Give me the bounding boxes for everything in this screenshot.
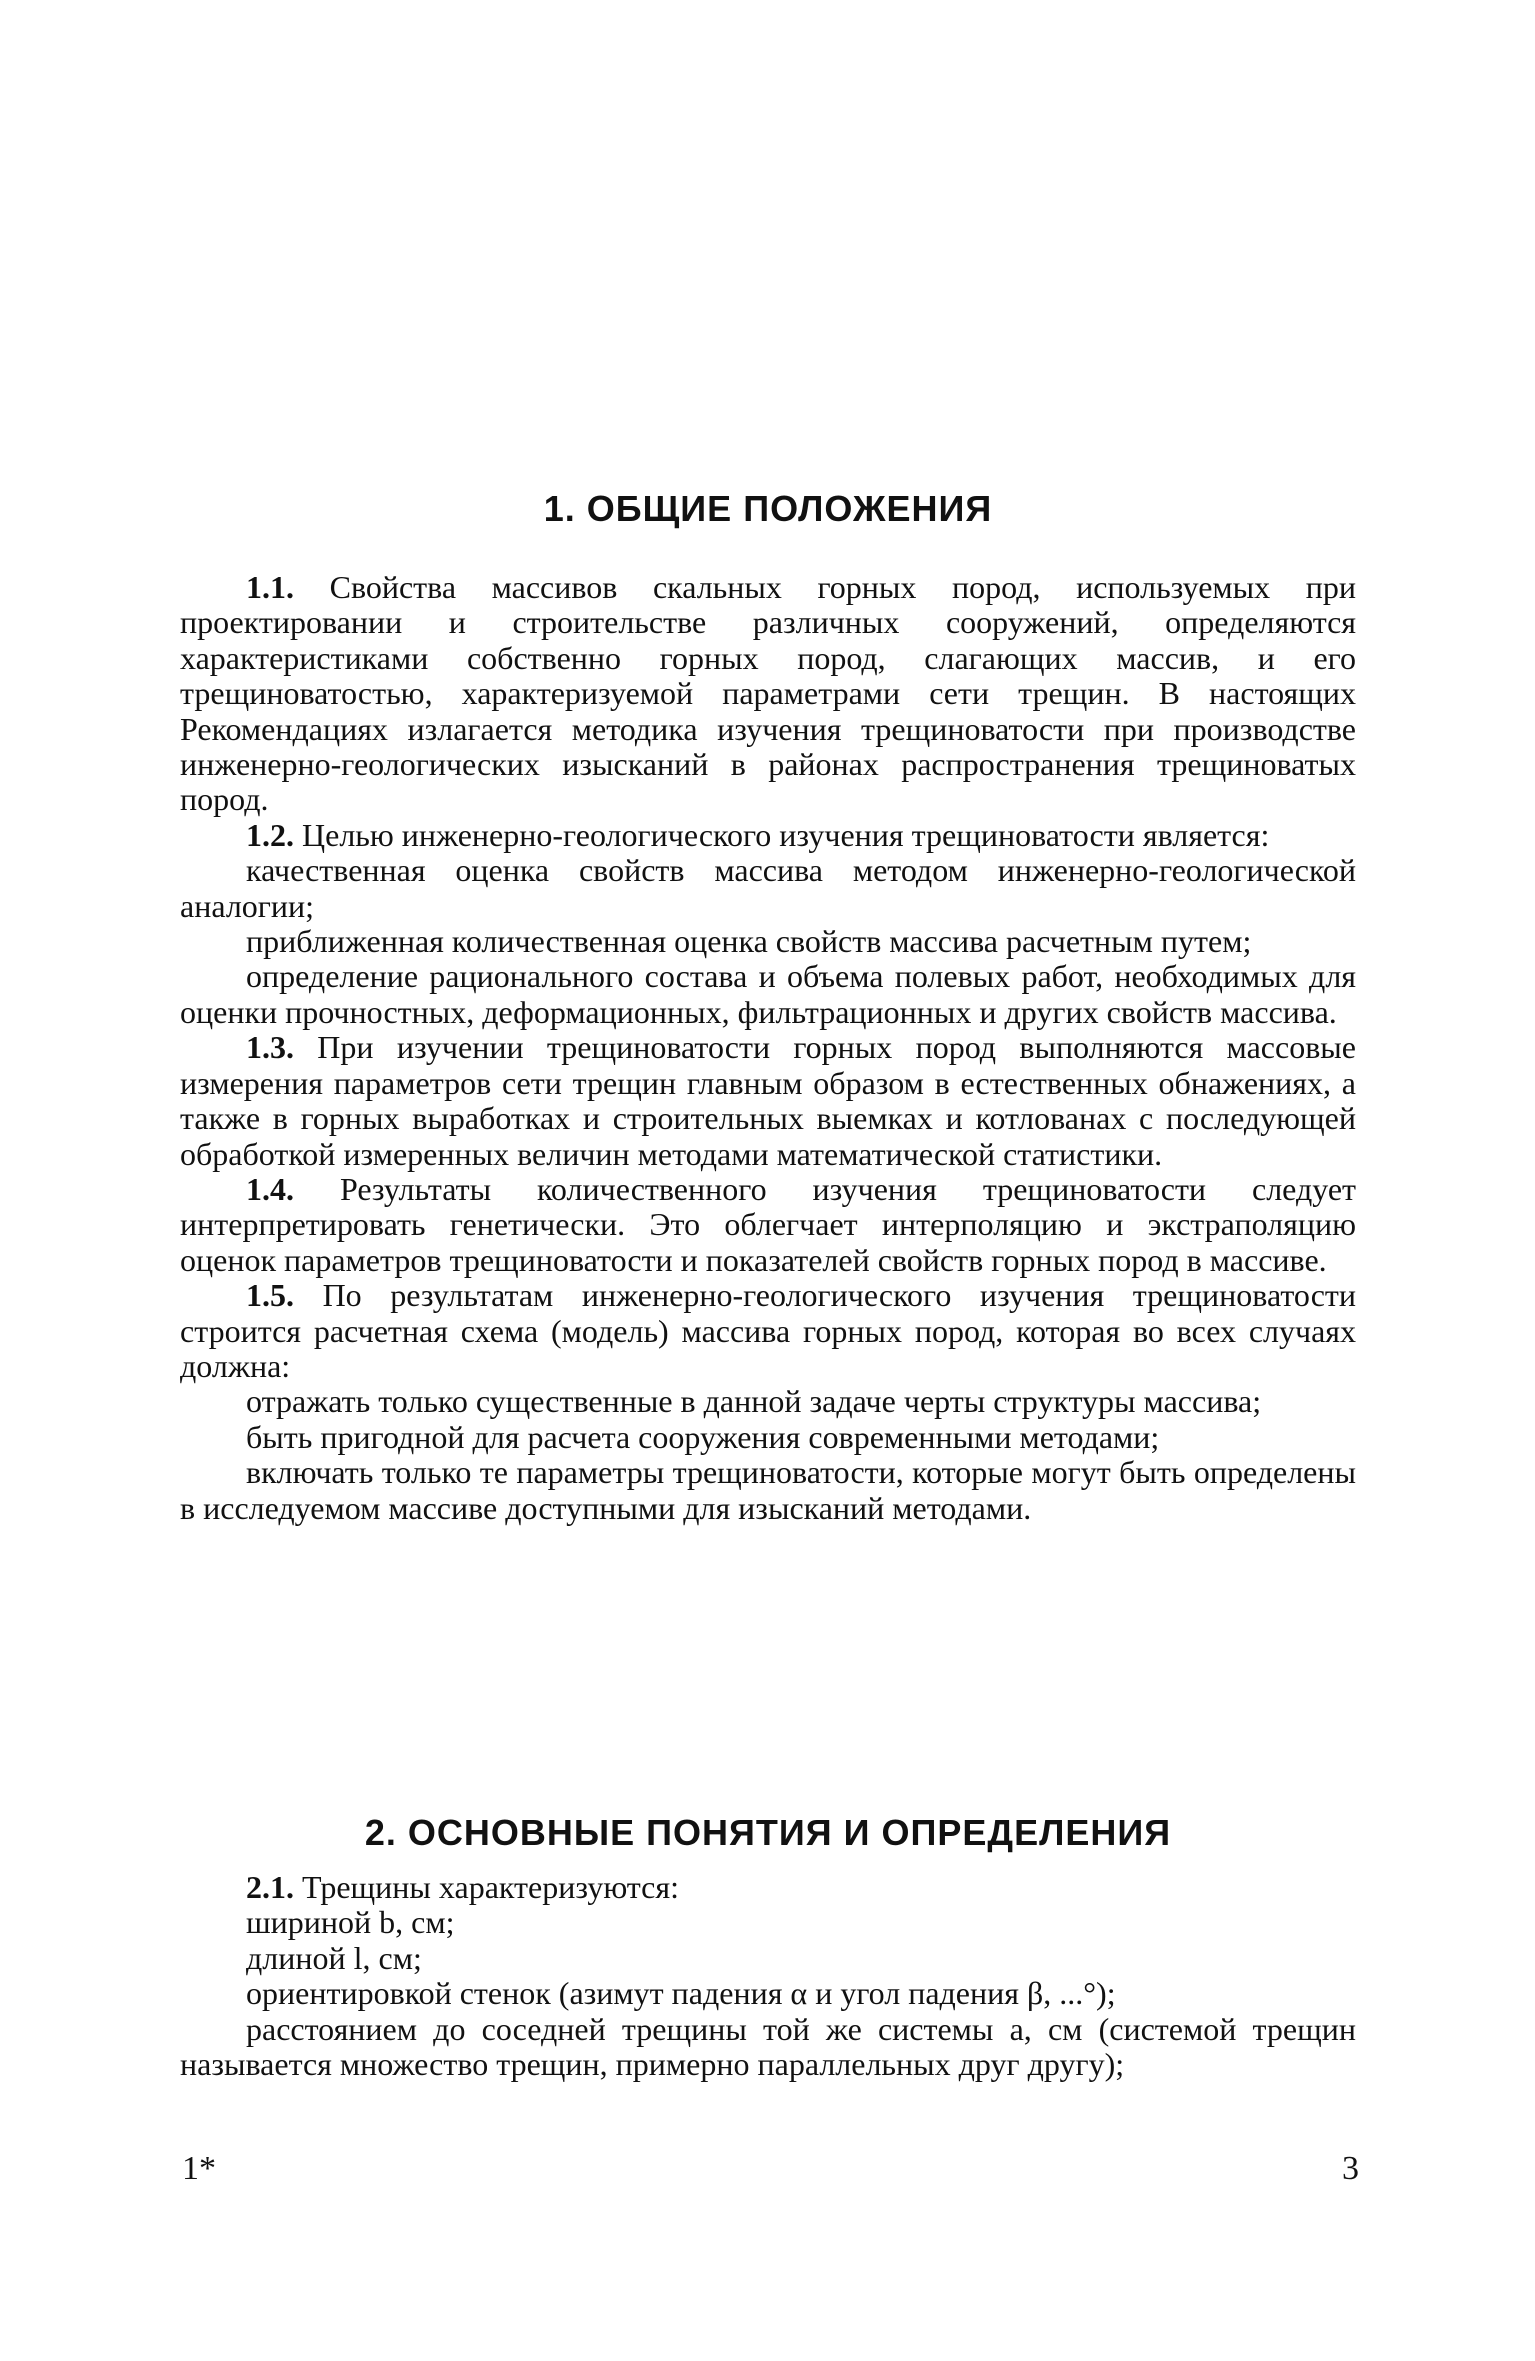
- paragraph-text: качественная оценка свойств массива методом инженерно-геологической аналогии;: [180, 852, 1356, 924]
- paragraph-1-3: [180, 1030, 1356, 1172]
- paragraph-number: 1.3.: [246, 1029, 294, 1066]
- paragraph-1-4: [180, 1172, 1356, 1278]
- list-item: [180, 1384, 1356, 1419]
- paragraph-text: отражать только существенные в данной задаче черты структуры массива;: [246, 1383, 1262, 1420]
- list-item: [180, 1420, 1356, 1455]
- list-item: [180, 2012, 1356, 2083]
- paragraph-text: приближенная количественная оценка свойств массива расчетным путем;: [246, 923, 1252, 960]
- list-item: [180, 1941, 1356, 1976]
- section-2-body: [180, 1870, 1356, 2082]
- section-2-heading: 2. ОСНОВНЫЕ ПОНЯТИЯ И ОПРЕДЕЛЕНИЯ: [364, 1812, 1172, 1853]
- section-1-body: [180, 570, 1356, 1526]
- list-item: [180, 853, 1356, 924]
- paragraph-text: быть пригодной для расчета сооружения современными методами;: [246, 1418, 1160, 1455]
- paragraph-2-1: [180, 1870, 1356, 1905]
- paragraph-text: Результаты количественного изучения трещиноватости следует интерпретировать генетически. Это облегчает интерполяцию и экстраполяцию оценок параметров трещиноватости и показателей свойств горных пород в массиве.: [180, 1170, 1357, 1278]
- paragraph-number: 1.1.: [246, 569, 294, 605]
- paragraph-text: По результатам инженерно-геологического изучения трещиноватости строится расчетная схема (модель) массива горных пород, которая во всех случаях должна:: [180, 1277, 1357, 1384]
- list-item: [180, 1455, 1356, 1526]
- signature-mark: 1*: [182, 2150, 216, 2187]
- paragraph-number: 1.5.: [246, 1277, 294, 1314]
- paragraph-text: длиной l, см;: [246, 1939, 422, 1976]
- paragraph-number: 2.1.: [246, 1869, 294, 1905]
- paragraph-1-5: [180, 1278, 1356, 1384]
- paragraph-text: включать только те параметры трещиноватости, которые могут быть определены в исследуемом массиве доступными для изысканий методами.: [180, 1454, 1356, 1526]
- paragraph-text: ориентировкой стенок (азимут падения α и угол падения β, ...°);: [246, 1975, 1116, 2012]
- section-1-heading: 1. ОБЩИЕ ПОЛОЖЕНИЯ: [543, 488, 993, 529]
- list-item: [180, 1976, 1356, 2011]
- paragraph-1-1: [180, 570, 1356, 818]
- list-item: [180, 959, 1356, 1030]
- paragraph-text: Трещины характеризуются:: [302, 1869, 679, 1905]
- paragraph-text: Свойства массивов скальных горных пород, используемых при проектировании и строительстве различных сооружений, определяются характеристиками собственно горных пород, слагающих массив, и его трещиноватостью, характеризуемой параметрами сети трещин. В настоящих Рекомендациях излагается методика изучения трещиноватости при производстве инженерно-геологических изысканий в районах распространения трещиноватых пород.: [180, 569, 1357, 818]
- paragraph-1-2: [180, 818, 1356, 853]
- page-number: 3: [1342, 2150, 1359, 2187]
- list-item: [180, 1905, 1356, 1940]
- paragraph-text: шириной b, см;: [246, 1904, 455, 1941]
- paragraph-text: При изучении трещиноватости горных пород выполняются массовые измерения параметров сети трещин главным образом в естественных обнажениях, а также в горных выработках и строительных выемках и котлованах с последующей обработкой измеренных величин методами математической статистики.: [180, 1029, 1357, 1172]
- list-item: [180, 924, 1356, 959]
- paragraph-number: 1.2.: [246, 816, 294, 853]
- paragraph-text: Целью инженерно-геологического изучения трещиноватости является:: [302, 816, 1270, 853]
- paragraph-number: 1.4.: [246, 1170, 294, 1207]
- paragraph-text: расстоянием до соседней трещины той же системы a, см (системой трещин называется множество трещин, примерно параллельных друг другу);: [180, 2010, 1356, 2083]
- paragraph-text: определение рационального состава и объема полевых работ, необходимых для оценки прочностных, деформационных, фильтрационных и других свойств массива.: [180, 958, 1356, 1030]
